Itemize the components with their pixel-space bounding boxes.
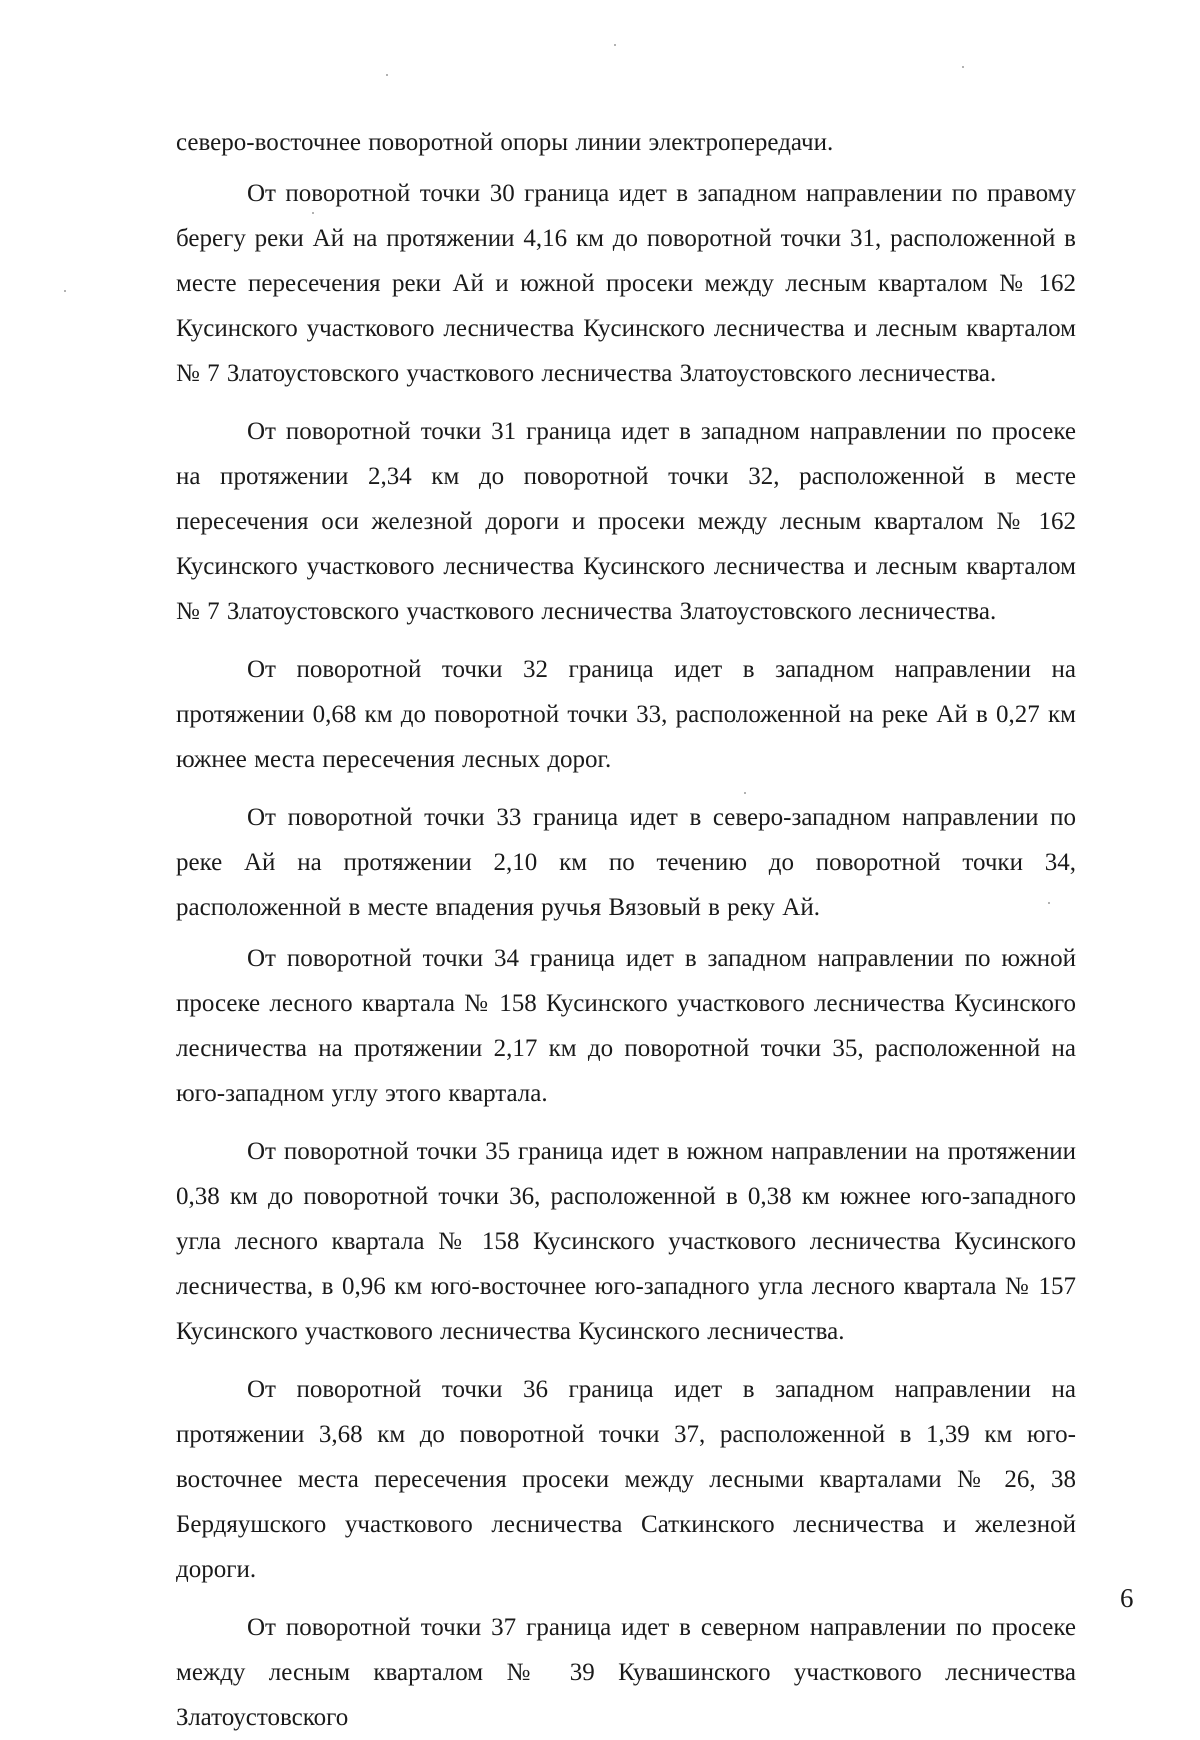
- scan-speck: [614, 44, 616, 46]
- page-number: 6: [1120, 1583, 1134, 1613]
- paragraph-point-32: От поворотной точки 32 граница идет в западном направлении на протяжении 0,68 км до поворотной точки 33, расположенной на реке Ай в 0,27 км южнее места пересечения лесных дорог.: [176, 656, 1076, 773]
- paragraph-point-30: От поворотной точки 30 граница идет в западном направлении по правому берегу реки Ай на протяжении 4,16 км до поворотной точки 31, расположенной в месте пересечения реки Ай и южной просеки между лесным кварталом № 162 Кусинского участкового лесничества Кусинского лесничества и лесным кварталом № 7 Златоустовского участкового лесничества Златоустовского лесничества.: [176, 180, 1076, 387]
- paragraph-continuation: северо-восточнее поворотной опоры линии электропередачи.: [176, 129, 834, 156]
- document-body: [176, 120, 1076, 1740]
- paragraph-point-36: От поворотной точки 36 граница идет в западном направлении на протяжении 3,68 км до поворотной точки 37, расположенной в 1,39 км юго-восточнее места пересечения просеки между лесными кварталами № 26, 38 Бердяушского участкового лесничества Саткинского лесничества и железной дороги.: [176, 1376, 1076, 1583]
- scan-speck: [386, 74, 388, 76]
- scan-speck: [962, 66, 964, 68]
- paragraph-point-33: От поворотной точки 33 граница идет в северо-западном направлении по реке Ай на протяжении 2,10 км по течению до поворотной точки 34, расположенной в месте впадения ручья Вязовый в реку Ай.: [176, 804, 1076, 921]
- scan-speck: [64, 290, 66, 292]
- paragraph-point-35: От поворотной точки 35 граница идет в южном направлении на протяжении 0,38 км до поворотной точки 36, расположенной в 0,38 км южнее юго-западного угла лесного квартала № 158 Кусинского участкового лесничества Кусинского лесничества, в 0,96 км юго-восточнее юго-западного угла лесного квартала № 157 Кусинского участкового лесничества Кусинского лесничества.: [176, 1138, 1076, 1345]
- paragraph-point-31: От поворотной точки 31 граница идет в западном направлении по просеке на протяжении 2,34 км до поворотной точки 32, расположенной в месте пересечения оси железной дороги и просеки между лесным кварталом № 162 Кусинского участкового лесничества Кусинского лесничества и лесным кварталом № 7 Златоустовского участкового лесничества Златоустовского лесничества.: [176, 418, 1076, 625]
- paragraph-point-37: От поворотной точки 37 граница идет в северном направлении по просеке между лесным кварталом № 39 Кувашинского участкового лесничества Златоустовского: [176, 1614, 1076, 1731]
- paragraph-point-34: От поворотной точки 34 граница идет в западном направлении по южной просеке лесного квартала № 158 Кусинского участкового лесничества Кусинского лесничества на протяжении 2,17 км до поворотной точки 35, расположенной на юго-западном углу этого квартала.: [176, 945, 1076, 1107]
